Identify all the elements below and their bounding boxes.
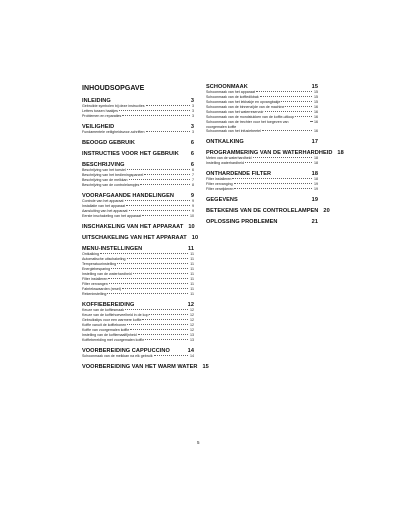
toc-item-text: Energiebesparing [82,267,111,271]
toc-heading-text: BEOOGD GEBRUIK [82,139,135,146]
leader-dots [133,272,189,274]
toc-section [82,140,194,146]
toc-section [82,162,194,188]
leader-dots [145,338,188,340]
toc-item-page: 16 [314,120,318,125]
toc-heading-page: 6 [190,150,194,157]
toc-item-page: 11 [190,277,194,281]
leader-dots [136,142,189,143]
leader-dots [117,262,188,264]
toc-item-page: 15 [314,90,318,95]
leader-dots [319,210,321,211]
toc-item-text: Temperatuurinstelling [82,262,117,266]
toc-heading-page: 10 [191,234,199,241]
toc-item-page: 3 [192,109,194,113]
leader-dots [249,86,310,87]
toc-item-text: Instelling van de koffiemaalfijnheid [82,333,137,337]
toc-section [206,219,318,225]
leader-dots [234,182,312,184]
toc-item-page: 10 [190,214,194,218]
toc-item [206,120,318,129]
leader-dots [109,282,188,284]
toc-item [206,129,318,134]
leader-dots [125,199,190,201]
toc-section [82,124,194,135]
toc-heading-page: 15 [311,84,318,90]
toc-item-page: 3 [192,130,194,134]
toc-item [206,161,318,166]
leader-dots [119,109,190,111]
toc-heading-page: 20 [323,207,330,214]
toc-item-page: 11 [190,282,194,286]
toc-heading-text: INSCHAKELING VAN HET APPARAAT [82,223,184,230]
toc-heading-page: 19 [311,196,318,203]
toc-heading-page: 17 [311,138,318,145]
toc-item-page: 15 [314,100,318,105]
toc-heading-page: 18 [311,170,318,177]
leader-dots [333,152,335,153]
toc-item-text: Schoonmaak van de binnenzijde van de machine [206,105,285,110]
toc-item-page: 9 [192,204,194,208]
toc-item-text: Filter installeren [82,277,108,281]
toc-item-text: Koffie van voorgemalen koffie [82,328,130,332]
toc-item-text: Koffiebereiding met voorgemalen koffie [82,338,145,342]
toc-heading [206,207,330,214]
toc-heading-page: 6 [190,161,194,168]
toc-item-text: Schoonmaak van de trechter voor het toegeven van voorgemalen koffie [206,120,289,129]
toc-heading-text: VOORBEREIDING VAN HET WARM WATER [82,363,198,370]
toc-item-page: 11 [190,257,194,261]
toc-heading-text: GEGEVENS [206,196,238,203]
toc-item-text: Filter vervanging [206,182,233,187]
toc-item-text: Eerste inschakeling van het apparaat [82,214,142,218]
leader-dots [279,221,310,222]
toc-heading-text: PROGRAMMERING VAN DE WATERHARDHEID [206,149,333,156]
leader-dots [130,328,188,330]
page-number: 5 [197,440,200,445]
toc-item-page: 12 [190,328,194,332]
toc-item-page: 16 [314,105,318,110]
leader-dots [138,333,188,335]
toc-item-text: Koffie vanuit de koffiebonen [82,323,127,327]
toc-section [82,193,194,219]
toc-item-page: 16 [314,110,318,115]
toc-item-text: Installatie van het apparaat [82,204,126,208]
toc-item [82,354,194,359]
leader-dots [295,115,312,117]
leader-dots [126,164,189,165]
leader-dots [149,313,188,315]
toc-section [82,98,194,119]
leader-dots [143,248,186,249]
toc-heading-page: 11 [187,245,194,252]
toc-item [82,292,194,297]
toc-item-page: 19 [314,182,318,187]
leader-dots [125,308,188,310]
toc-item-page: 3 [192,114,194,118]
toc-heading [82,84,194,93]
toc-item-text: Letters tussen haakjes [82,109,118,113]
toc-item-text: Instelling waterhardheid [206,161,244,166]
toc-item-text: Schoonmaak van het waterreservoir [206,110,264,115]
leader-dots [272,173,310,174]
toc-item-text: Keuze van de koffiehoeveelheid in de kop [82,313,149,317]
leader-dots [232,177,312,179]
toc-item-text: Meten van de waterhardheid [206,156,252,161]
toc-heading-page: 10 [188,223,195,230]
leader-dots [145,88,192,89]
toc-item-text: Beschrijving van de melkkan [82,178,128,182]
leader-dots [122,114,190,116]
toc-heading [206,197,318,203]
toc-section [206,139,318,145]
toc-heading-text: BESCHRIJVING [82,161,125,168]
toc-heading-page: 21 [311,218,318,225]
toc-item-page: 8 [192,183,194,187]
leader-dots [100,252,188,254]
toc-item-text: Controle van het apparaat [82,199,124,203]
leader-dots [142,318,188,320]
toc-item-text: Beschrijving van het bedieningspaneel [82,173,144,177]
toc-heading-text: INSTRUCTIES VOOR HET GEBRUIK [82,150,179,157]
toc-right-column [206,84,344,230]
toc-heading-page: 3 [190,97,194,104]
leader-dots [184,226,186,227]
toc-section [82,246,194,297]
toc-heading-page: 15 [202,363,209,370]
leader-dots [108,277,188,279]
leader-dots [135,304,185,305]
leader-dots [285,105,312,107]
leader-dots [245,141,310,142]
toc-heading-text: KOFFIEBEREIDING [82,301,135,308]
leader-dots [256,90,312,92]
leader-dots [175,195,189,196]
toc-heading [206,139,318,145]
toc-section [82,363,209,370]
toc-item-text: Fabriekswaarden (reset) [82,287,121,291]
toc-heading-text: SCHOONMAAK [206,84,248,90]
leader-dots [239,199,310,200]
toc-item-page: 9 [192,199,194,203]
toc-item-page: 3 [192,104,194,108]
toc-item-page: 15 [314,95,318,100]
toc-heading-page: 3 [190,123,194,130]
toc-heading-text: VEILIGHEID [82,123,115,130]
leader-dots [127,323,188,325]
leader-dots [122,287,188,289]
toc-item-page: 18 [314,161,318,166]
toc-item-text: Ontkalking [82,252,99,256]
toc-item-page: 16 [314,129,318,134]
leader-dots [262,129,312,131]
toc-item-text: Schoonmaak van de melkkan na elk gebruik [82,354,153,358]
toc-heading [82,363,209,370]
leader-dots [146,130,190,132]
toc-item-page: 18 [314,156,318,161]
toc-item-page: 12 [190,313,194,317]
toc-heading-text: INHOUDSOPGAVE [82,85,145,92]
toc-item-page: 7 [192,178,194,182]
toc-item-page: 12 [190,323,194,327]
toc-heading-page: 12 [187,301,194,308]
toc-item-page: 9 [192,209,194,213]
leader-dots [112,100,189,101]
leader-dots [127,168,190,170]
toc-heading-text: ONTKALKING [206,138,244,145]
leader-dots [188,237,190,238]
toc-item-page: 12 [190,318,194,322]
toc-item-page: 11 [190,292,194,296]
leader-dots [171,350,186,351]
toc-heading-page: 14 [187,347,194,354]
leader-dots [142,214,188,216]
toc-item-page: 11 [190,267,194,271]
leader-dots [107,292,188,294]
toc-item [82,338,194,343]
leader-dots [144,173,190,175]
toc-item [82,114,194,119]
toc-left-column [82,84,209,375]
leader-dots [115,126,189,127]
toc-heading [82,224,194,230]
toc-item-text: Beschrijving van het toestel [82,168,126,172]
leader-dots [265,110,312,112]
toc-section [82,151,194,157]
toc-heading-page: 6 [190,139,194,146]
toc-heading [82,140,194,146]
leader-dots [310,120,312,122]
toc-section [206,171,318,192]
toc-item-text: Rekeninstelling [82,292,107,296]
toc-item-text: Schoonmaak van het apparaat [206,90,255,95]
toc-item-text: Schoonmaak van de mondstukken van de koffie-uitloop [206,115,295,120]
leader-dots [127,257,189,259]
toc-heading-text: MENU-INSTELLINGEN [82,245,143,252]
toc-item [82,214,194,219]
toc-heading-text: VOORAFGAANDE HANDELINGEN [82,192,174,199]
toc-section [206,197,318,203]
toc-item-text: Fundamentele veiligheidsvoor-schriften [82,130,145,134]
leader-dots [281,100,312,102]
leader-dots [180,153,189,154]
leader-dots [253,156,312,158]
leader-dots [146,104,190,106]
toc-item [206,187,318,192]
toc-item-page: 14 [190,354,194,358]
toc-item [82,183,194,188]
leader-dots [234,187,312,189]
toc-section [82,224,194,230]
toc-heading-page: 18 [337,149,344,156]
toc-item-text: Aansluiting van het apparaat [82,209,128,213]
toc-item-page: 12 [190,308,194,312]
toc-item-page: 13 [190,338,194,342]
toc-section [82,234,199,241]
toc-heading-text: VOORBEREIDING CAPPUCCINO [82,347,170,354]
toc-item-text: Gebruikstips voor een warmere koffie [82,318,142,322]
toc-item-text: Filter vervangen [82,282,108,286]
toc-item-text: Keuze van de koffiesmaak [82,308,125,312]
toc-item-page: 13 [190,333,194,337]
toc-item-text: Schoonmaak van de koffiedikbak [206,95,259,100]
toc-section [82,348,194,359]
toc-item-text: Schoonmaak van het lekbakje en opvangbakje [206,100,281,105]
toc-heading [82,234,199,241]
toc-heading-text: UITSCHAKELING VAN HET APPARAAT [82,234,187,241]
toc-item-text: Automatische uitschakeling [82,257,126,261]
toc-item-text: Instelling van de waterhardheid [82,272,132,276]
toc-item-page: 6 [192,168,194,172]
leader-dots [245,161,312,163]
toc-heading [82,151,194,157]
toc-item-text: Filter installeren [206,177,232,182]
toc-heading-text: INLEIDING [82,97,111,104]
toc-item-page: 19 [314,187,318,192]
leader-dots [129,209,190,211]
toc-item-page: 11 [190,287,194,291]
toc-item-text: Problemen en reparaties [82,114,122,118]
toc-section [82,302,194,343]
leader-dots [111,267,188,269]
toc-item-page: 11 [190,252,194,256]
toc-section [206,84,318,134]
toc-heading [206,219,318,225]
toc-section [206,149,344,166]
toc-heading-page: 9 [190,192,194,199]
toc-item [82,130,194,135]
toc-item-text: Schoonmaak van het infusiebeetel [206,129,261,134]
toc-heading-text: OPLOSSING PROBLEMEN [206,218,278,225]
toc-item-page: 16 [314,115,318,120]
toc-item-page: 7 [192,173,194,177]
toc-item-page: 18 [314,177,318,182]
toc-item-page: 11 [190,262,194,266]
toc-section [82,84,194,93]
leader-dots [129,178,190,180]
leader-dots [260,95,312,97]
toc-heading-text: BETEKENIS VAN DE CONTROLELAMPEN [206,207,319,214]
leader-dots [154,354,188,356]
toc-item-text: Beschrijving van de controlelampjes [82,183,140,187]
toc-item-text: Gebruikte symbolen bij deze instructies [82,104,145,108]
toc-item-page: 11 [190,272,194,276]
leader-dots [126,204,190,206]
toc-section [206,207,330,214]
toc-item-text: Filter verwijderen [206,187,234,192]
leader-dots [198,366,200,367]
leader-dots [140,183,190,185]
toc-heading-text: ONTHARDENDE FILTER [206,170,272,177]
